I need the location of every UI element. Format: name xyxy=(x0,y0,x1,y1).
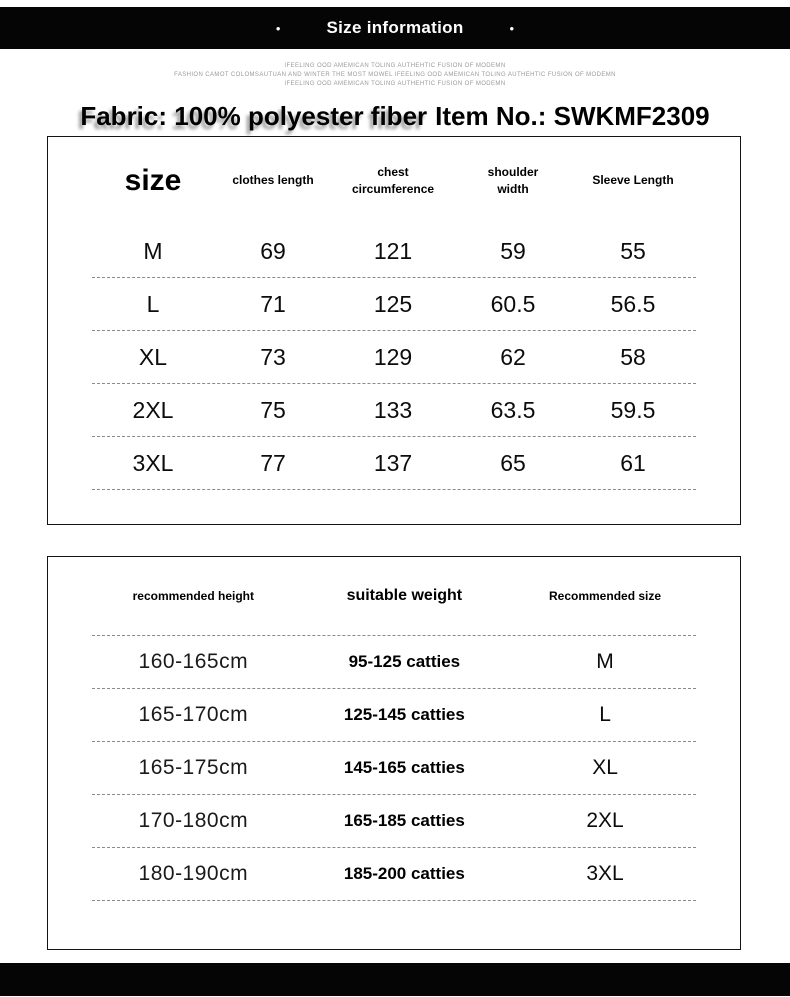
chest-cell: 133 xyxy=(373,396,413,423)
sleeve-cell: 56.5 xyxy=(610,290,656,317)
table-row xyxy=(48,384,740,436)
fit-table xyxy=(47,556,741,950)
recommended-size-cell: 2XL xyxy=(586,809,624,832)
shoulder-cell: 62 xyxy=(500,343,526,370)
bottom-banner xyxy=(0,963,790,996)
table-row xyxy=(48,795,740,847)
size-table-header-clothes-length: clothes length xyxy=(232,173,314,188)
weight-cell: 185-200 catties xyxy=(343,864,465,883)
item-number-label: Item No.: SWKMF2309 xyxy=(435,101,710,131)
clothes-length-cell: 71 xyxy=(260,290,286,317)
watermark-line: IFEELING OOD AMEMICAN TOLING AUTHEHTIC FUSION OF MODEMN xyxy=(284,81,506,87)
recommended-size-cell: M xyxy=(596,650,614,673)
recommended-size-cell: XL xyxy=(592,756,618,779)
clothes-length-cell: 75 xyxy=(260,396,286,423)
watermark xyxy=(0,62,790,89)
dashed-divider xyxy=(92,900,696,901)
height-cell: 165-175cm xyxy=(138,756,249,779)
page-title: Size information xyxy=(326,18,464,37)
fit-table-header-weight: suitable weight xyxy=(346,587,463,604)
shoulder-cell: 59 xyxy=(500,237,526,264)
weight-cell: 95-125 catties xyxy=(348,652,461,671)
shoulder-cell: 60.5 xyxy=(490,290,536,317)
clothes-length-cell: 73 xyxy=(260,343,286,370)
table-row xyxy=(48,331,740,383)
size-table-header-size: size xyxy=(124,164,182,197)
shoulder-cell: 63.5 xyxy=(490,396,536,423)
weight-cell: 165-185 catties xyxy=(343,811,465,830)
size-cell: XL xyxy=(138,343,168,370)
bullet-right-icon: • xyxy=(509,20,515,36)
weight-cell: 145-165 catties xyxy=(343,758,465,777)
shoulder-cell: 65 xyxy=(500,449,526,476)
fit-table-header-size: Recommended size xyxy=(549,589,662,603)
clothes-length-cell: 77 xyxy=(260,449,286,476)
size-table-header-chest-circumference: chest circumference xyxy=(352,164,435,196)
product-title-row xyxy=(0,101,790,132)
dashed-divider xyxy=(92,489,696,490)
watermark-line: IFEELING OOD AMEMICAN TOLING AUTHEHTIC FUSION OF MODEMN xyxy=(284,63,506,69)
fit-table-header-height: recommended height xyxy=(132,589,254,603)
size-cell: M xyxy=(143,237,163,264)
size-table xyxy=(47,136,741,525)
table-row xyxy=(48,278,740,330)
chest-cell: 125 xyxy=(373,290,413,317)
chest-cell: 129 xyxy=(373,343,413,370)
bullet-left-icon: • xyxy=(275,20,281,36)
fabric-label: Fabric: 100% polyester fiber xyxy=(80,101,428,131)
chest-cell: 121 xyxy=(373,237,413,264)
sleeve-cell: 55 xyxy=(620,237,646,264)
table-row xyxy=(48,437,740,489)
height-cell: 160-165cm xyxy=(138,650,249,673)
height-cell: 165-170cm xyxy=(138,703,249,726)
size-cell: 3XL xyxy=(132,449,174,476)
table-row xyxy=(48,742,740,794)
size-table-header-shoulder-width: shoulder width xyxy=(487,164,539,196)
sleeve-cell: 58 xyxy=(620,343,646,370)
watermark-line: FASHION CAMOT COLOMSAUTUAN AND WINTER THE MOST MOWEL IFEELING OOD AMEMICAN TOLING AUTHEHTIC FUSION OF MODEMN xyxy=(174,72,616,78)
clothes-length-cell: 69 xyxy=(260,237,286,264)
table-row xyxy=(48,636,740,688)
size-table-header-sleeve-length: Sleeve Length xyxy=(592,173,674,188)
top-banner xyxy=(0,7,790,49)
size-cell: L xyxy=(146,290,160,317)
height-cell: 170-180cm xyxy=(138,809,249,832)
sleeve-cell: 61 xyxy=(620,449,646,476)
table-row xyxy=(48,848,740,900)
table-row xyxy=(48,225,740,277)
size-cell: 2XL xyxy=(132,396,174,423)
size-table-header-row xyxy=(48,137,740,225)
weight-cell: 125-145 catties xyxy=(343,705,465,724)
chest-cell: 137 xyxy=(373,449,413,476)
table-row xyxy=(48,689,740,741)
recommended-size-cell: 3XL xyxy=(586,862,624,885)
height-cell: 180-190cm xyxy=(138,862,249,885)
fit-table-header-row xyxy=(48,557,740,635)
recommended-size-cell: L xyxy=(599,703,611,726)
sleeve-cell: 59.5 xyxy=(610,396,656,423)
